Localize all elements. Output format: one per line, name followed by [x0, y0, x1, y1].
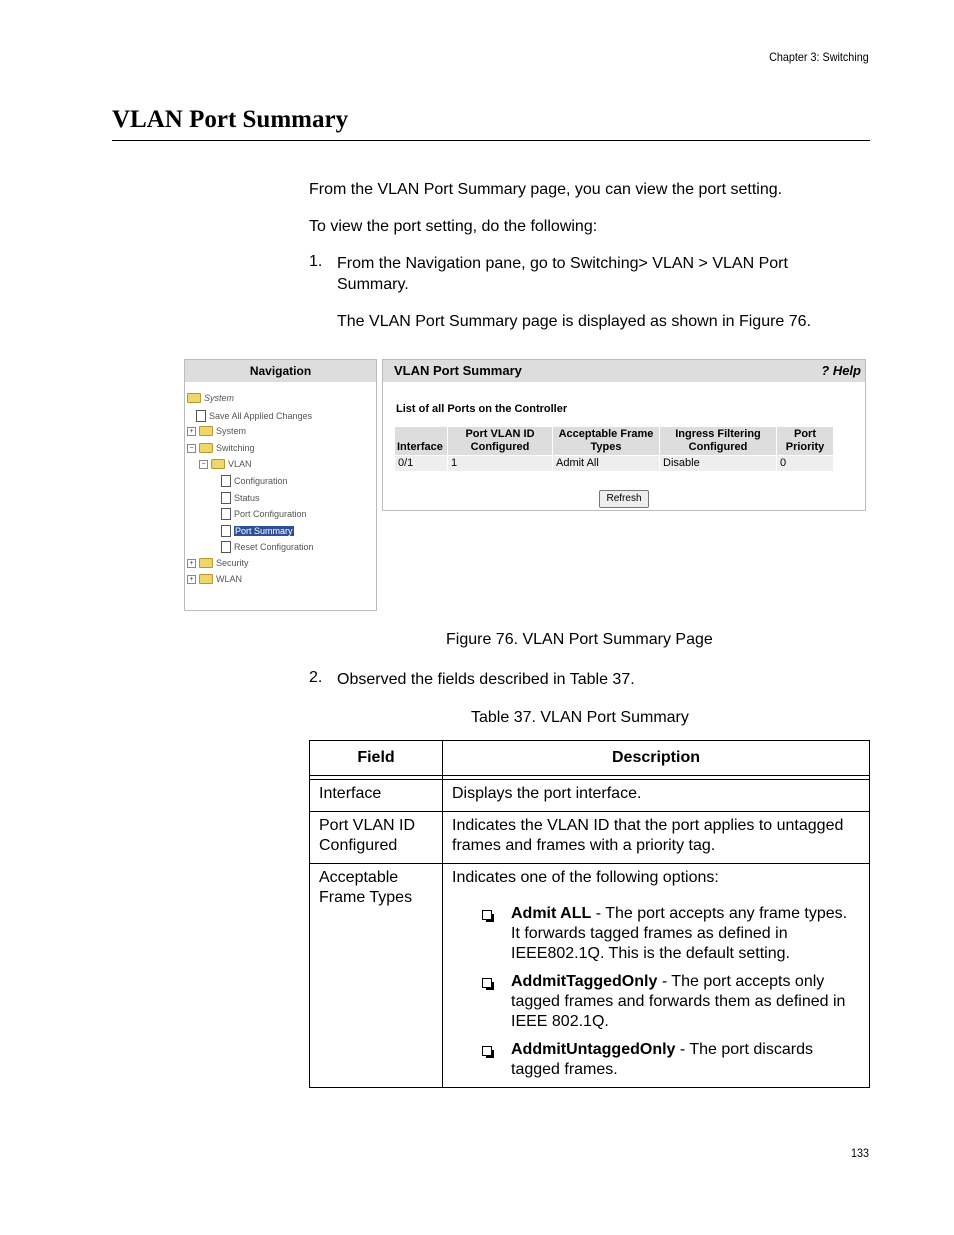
- option-text: - The port accepts any frame types. It forwards tagged frames as defined in IEEE802.1Q. This is the default setting.: [511, 905, 848, 962]
- document-icon: [196, 410, 206, 422]
- option-name: AddmitUntaggedOnly: [511, 1041, 676, 1058]
- step-2-text: Observed the fields described in Table 37.: [337, 671, 635, 688]
- header-interface: Interface: [395, 427, 447, 455]
- panel-header: [383, 360, 865, 382]
- tree-item-security[interactable]: + Security: [187, 558, 249, 568]
- collapse-icon[interactable]: −: [199, 460, 208, 469]
- navigation-title: Navigation: [185, 360, 376, 382]
- cell-port-vlan-id: 1: [448, 456, 552, 471]
- step-1-result: The VLAN Port Summary page is displayed as shown in Figure 76.: [337, 313, 812, 330]
- header-description: Description: [443, 741, 870, 776]
- folder-icon: [199, 426, 213, 436]
- chapter-header: Chapter 3: Switching: [769, 50, 869, 64]
- step-2-number: 2.: [309, 669, 323, 686]
- todo-paragraph: To view the port setting, do the following:: [309, 218, 598, 235]
- page-number: 133: [850, 1146, 869, 1160]
- folder-icon: [199, 574, 213, 584]
- tree-item-system[interactable]: + System: [187, 426, 246, 436]
- tree-item-configuration[interactable]: Configuration: [221, 475, 288, 487]
- tree-item-port-summary[interactable]: Port Summary: [221, 525, 294, 537]
- row-description: Indicates the VLAN ID that the port applies to untagged frames and frames with a priority tag.: [443, 812, 870, 864]
- cell-acceptable-frame-types: Admit All: [553, 456, 659, 471]
- option-item: [452, 972, 860, 1032]
- options-intro: Indicates one of the following options:: [452, 869, 719, 886]
- help-link[interactable]: ? Help: [821, 363, 861, 378]
- intro-paragraph: From the VLAN Port Summary page, you can view the port setting.: [309, 181, 783, 198]
- option-name: AddmitTaggedOnly: [511, 973, 658, 990]
- expand-icon[interactable]: +: [187, 427, 196, 436]
- port-table-header: [395, 427, 833, 455]
- cell-ingress-filtering: Disable: [660, 456, 776, 471]
- header-acceptable-frame-types: Acceptable Frame Types: [553, 427, 659, 455]
- row-description: [443, 864, 870, 1088]
- vlan-port-summary-panel: [382, 359, 866, 511]
- table-row: [310, 812, 870, 864]
- checkbox-bullet-icon: [482, 978, 492, 988]
- tree-item-wlan[interactable]: + WLAN: [187, 574, 242, 584]
- cell-interface: 0/1: [395, 456, 447, 471]
- tree-item-port-configuration[interactable]: Port Configuration: [221, 508, 307, 520]
- expand-icon[interactable]: +: [187, 575, 196, 584]
- header-field: Field: [310, 741, 443, 776]
- table-row: [395, 456, 833, 471]
- table-row: [310, 780, 870, 812]
- row-field: Interface: [310, 780, 443, 812]
- header-ingress-filtering: Ingress Filtering Configured: [660, 427, 776, 455]
- figure-caption: Figure 76. VLAN Port Summary Page: [446, 631, 713, 648]
- table-caption: Table 37. VLAN Port Summary: [471, 709, 689, 726]
- section-title: VLAN Port Summary: [112, 106, 349, 133]
- title-rule: [112, 140, 870, 141]
- document-icon: [221, 541, 231, 553]
- document-icon: [221, 475, 231, 487]
- folder-open-icon: [187, 393, 201, 403]
- header-port-vlan-id: Port VLAN ID Configured: [448, 427, 552, 455]
- checkbox-bullet-icon: [482, 910, 492, 920]
- document-icon: [221, 508, 231, 520]
- list-title: List of all Ports on the Controller: [396, 403, 568, 415]
- table-row: [310, 864, 870, 1088]
- folder-open-icon: [211, 459, 225, 469]
- step-1-number: 1.: [309, 253, 323, 270]
- tree-item-vlan[interactable]: − VLAN: [199, 459, 252, 469]
- option-item: [452, 904, 860, 964]
- option-text: - The port accepts only tagged frames and forwards them as defined in IEEE 802.1Q.: [511, 973, 846, 1030]
- option-item: [452, 1040, 860, 1080]
- checkbox-bullet-icon: [482, 1046, 492, 1056]
- row-description: Displays the port interface.: [443, 780, 870, 812]
- panel-title: VLAN Port Summary: [394, 363, 522, 378]
- refresh-button[interactable]: Refresh: [599, 490, 649, 508]
- row-field: Port VLAN ID Configured: [310, 812, 443, 864]
- document-icon: [221, 492, 231, 504]
- option-text: - The port discards tagged frames.: [511, 1041, 813, 1078]
- table-header-row: [310, 741, 870, 776]
- tree-item-switching[interactable]: − Switching: [187, 443, 255, 453]
- folder-icon: [199, 558, 213, 568]
- cell-port-priority: 0: [777, 456, 833, 471]
- step-1-text: From the Navigation pane, go to Switching> VLAN > VLAN Port Summary.: [337, 255, 788, 293]
- tree-item-save[interactable]: Save All Applied Changes: [196, 410, 312, 422]
- row-field: Acceptable Frame Types: [310, 864, 443, 1088]
- option-name: Admit ALL: [511, 905, 592, 922]
- tree-item-system-root[interactable]: System: [187, 393, 234, 403]
- folder-open-icon: [199, 443, 213, 453]
- field-description-table: [309, 740, 870, 1088]
- header-port-priority: Port Priority: [777, 427, 833, 455]
- port-table: [394, 426, 834, 472]
- navigation-pane: [184, 359, 377, 611]
- tree-item-reset-configuration[interactable]: Reset Configuration: [221, 541, 314, 553]
- expand-icon[interactable]: +: [187, 559, 196, 568]
- tree-item-status[interactable]: Status: [221, 492, 260, 504]
- collapse-icon[interactable]: −: [187, 444, 196, 453]
- document-icon: [221, 525, 231, 537]
